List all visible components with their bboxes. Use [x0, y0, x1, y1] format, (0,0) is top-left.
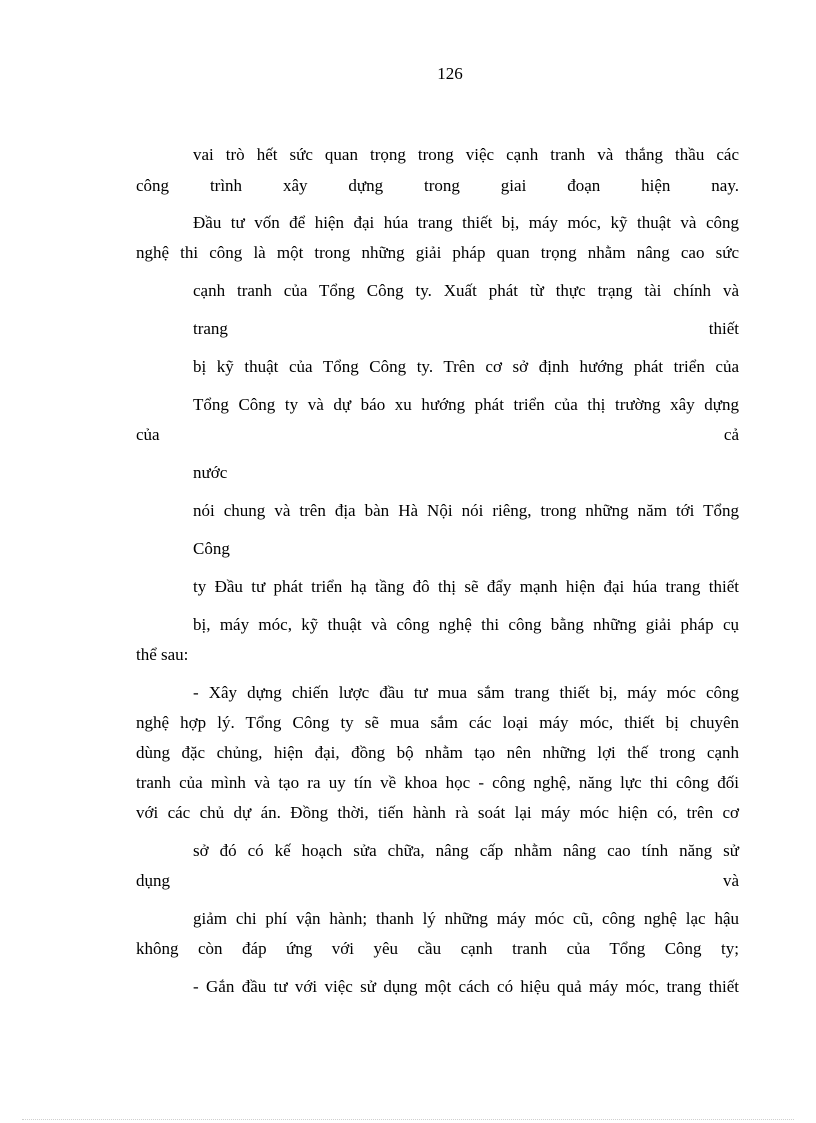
text-line: nghệ thi công là một trong những giải pháp quan trọng nhằm nâng cao sức: [136, 243, 739, 262]
text-line: ty Đầu tư phát triển hạ tầng đô thị sẽ đẩy mạnh hiện đại húa trang thiết: [193, 577, 739, 596]
text-line: dụng và: [136, 871, 739, 890]
text-line: không còn đáp ứng với yêu cầu cạnh tranh của Tổng Công ty;: [136, 939, 739, 958]
text-line: giảm chi phí vận hành; thanh lý những máy móc cũ, công nghệ lạc hậu: [193, 909, 739, 928]
page-bottom-border: [22, 1119, 794, 1120]
text-line: nghệ hợp lý. Tổng Công ty sẽ mua sắm các loại máy móc, thiết bị chuyên: [136, 713, 739, 732]
text-line: vai trò hết sức quan trọng trong việc cạnh tranh và thắng thầu các: [193, 145, 739, 164]
text-line: Đầu tư vốn để hiện đại húa trang thiết bị, máy móc, kỹ thuật và công: [193, 213, 739, 232]
text-line: bị kỹ thuật của Tổng Công ty. Trên cơ sở định hướng phát triển của: [193, 357, 739, 376]
text-line: thể sau:: [136, 645, 189, 664]
text-line: trang thiết: [193, 319, 739, 338]
text-line: nước: [193, 463, 228, 482]
text-line: Công: [193, 539, 230, 558]
text-line: với các chủ dự án. Đồng thời, tiến hành rà soát lại máy móc hiện có, trên cơ: [136, 803, 739, 822]
text-line: - Gắn đầu tư với việc sử dụng một cách có hiệu quả máy móc, trang thiết: [193, 977, 739, 996]
text-line: nói chung và trên địa bàn Hà Nội nói riêng, trong những năm tới Tổng: [193, 501, 739, 520]
text-line: Tổng Công ty và dự báo xu hướng phát triển của thị trường xây dựng: [193, 395, 739, 414]
text-line: tranh của mình và tạo ra uy tín về khoa học - công nghệ, năng lực thi công đối: [136, 773, 739, 792]
text-line: sở đó có kế hoạch sửa chữa, nâng cấp nhằm nâng cao tính năng sử: [193, 841, 739, 860]
text-line: - Xây dựng chiến lược đầu tư mua sắm trang thiết bị, máy móc công: [193, 683, 739, 702]
text-line: dùng đặc chủng, hiện đại, đồng bộ nhằm tạo nên những lợi thế trong cạnh: [136, 743, 739, 762]
text-line: cạnh tranh của Tổng Công ty. Xuất phát từ thực trạng tài chính và: [193, 281, 739, 300]
text-line: công trình xây dựng trong giai đoạn hiện nay.: [136, 176, 739, 195]
text-line: của cả: [136, 425, 739, 444]
page-number: 126: [437, 64, 463, 83]
text-line: bị, máy móc, kỹ thuật và công nghệ thi công bằng những giải pháp cụ: [193, 615, 739, 634]
